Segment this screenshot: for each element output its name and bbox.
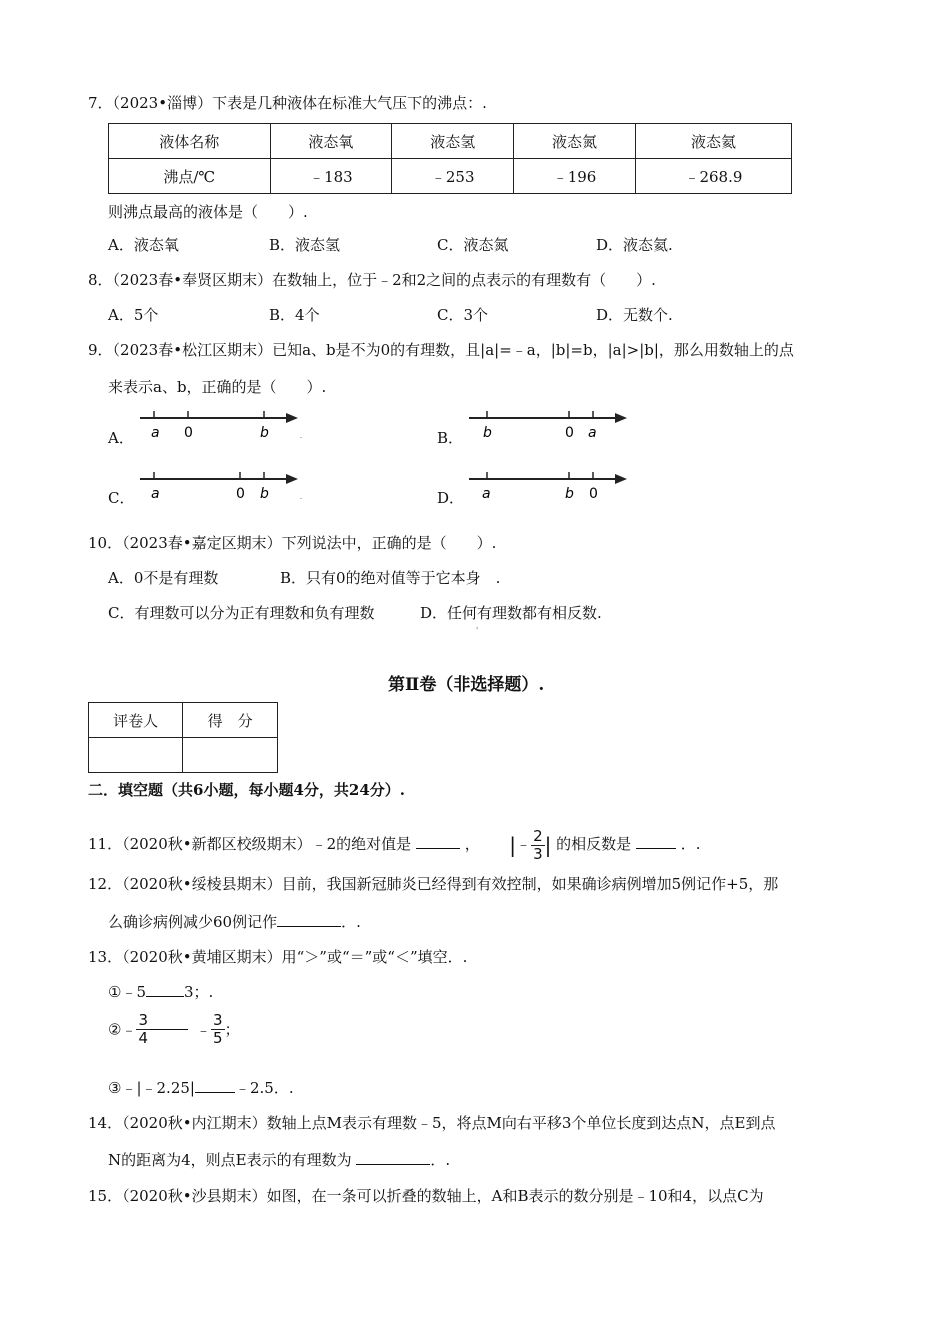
q13-item1-left: ①﹣5 [108,983,146,1001]
axis-label: a [588,425,597,441]
q14-text: N的距离为4，则点E表示的有理数为 [108,1151,352,1169]
q9-option-c: C． [108,489,135,507]
q9-stem-line2: 来表示a、b，正确的是（ ）. [108,378,327,396]
q13-item3-left: ③﹣|﹣2.25| [108,1079,195,1097]
axis-label: 0 [589,486,598,502]
table-cell: ﹣268.9 [635,159,791,194]
answer-blank[interactable] [150,1029,188,1030]
table-cell[interactable] [89,738,183,773]
fraction [211,1012,225,1046]
fraction [531,828,545,862]
q13-item2 [108,1012,240,1046]
table-cell: ﹣196 [514,159,636,194]
q9-stem-line1: 9．（2023春•松江区期末）已知a、b是不为0的有理数，且|a|=﹣a，|b|=b，|a|>|b|，那么用数轴上的点 [88,341,794,359]
number-line-a [138,408,308,444]
fraction-denominator: 3 [533,844,543,863]
number-line-b [467,408,637,444]
q12-end: ．. [341,913,361,931]
q9-option-a: A． [108,429,134,447]
answer-blank[interactable] [356,1164,430,1165]
table-row [89,703,278,738]
answer-blank[interactable] [416,848,460,849]
q14-end: ．. [430,1151,451,1169]
svg-text:.: . [300,492,303,501]
q10-option-b: B．只有0的绝对值等于它本身 . [280,569,501,587]
q9-option-b: B． [437,429,464,447]
table-cell: ﹣253 [392,159,514,194]
table-cell: ﹣183 [270,159,392,194]
page-mark: ' [476,626,479,635]
q9-option-d: D． [437,489,465,507]
axis-label: b [260,425,269,441]
answer-blank[interactable] [636,848,676,849]
fraction-numerator: 2 [533,827,543,845]
axis-label: 0 [565,425,574,441]
q12-line2 [108,911,361,932]
axis-label: a [482,486,491,502]
abs-bar-right: | [544,833,552,857]
fraction [136,1012,150,1046]
q11-end: ．. [680,835,701,853]
table-cell: 液态氧 [270,124,392,159]
number-line-d [467,469,637,505]
q13-item2-end: ； [224,1020,240,1039]
q7-option-b: B．液态氢 [269,236,341,254]
table-cell[interactable] [183,738,278,773]
q13-item1-right: 3；. [184,983,214,1001]
q10-stem: 10．（2023春•嘉定区期末）下列说法中，正确的是（ ）. [88,534,497,552]
q15-line1: 15．（2020秋•沙县期末）如图，在一条可以折叠的数轴上，A和B表示的数分别是﹣10和4，以点C为 [88,1187,764,1205]
fraction-denominator: 5 [213,1028,223,1047]
q14-line1: 14．（2020秋•内江期末）数轴上点M表示有理数﹣5，将点M向右平移3个单位长度到达点N，点E到点 [88,1114,776,1132]
table-row [89,738,278,773]
q8-option-b: B．4个 [269,306,320,324]
svg-text:.: . [300,431,303,440]
table-cell: 液体名称 [109,124,271,159]
q7-question: 则沸点最高的液体是（ ）. [108,203,308,221]
q13-item1 [108,981,213,1002]
table-row [109,159,792,194]
answer-blank[interactable] [146,996,184,997]
q13-item2-minus: ﹣ [196,1020,212,1039]
q7-option-c: C．液态氮 [437,236,509,254]
axis-label: 0 [184,425,193,441]
answer-blank[interactable] [195,1092,235,1093]
q10-option-c: C．有理数可以分为正有理数和负有理数 [108,604,375,622]
axis-label: a [151,486,160,502]
q14-line2 [108,1149,450,1170]
q11-minus: ﹣ [516,835,532,853]
table-cell: 液态氮 [514,124,636,159]
q8-stem: 8．（2023春•奉贤区期末）在数轴上，位于﹣2和2之间的点表示的有理数有（ ）. [88,271,656,289]
q7-option-a: A．液态氧 [108,236,179,254]
q10-option-a: A．0不是有理数 [108,569,219,587]
fraction-denominator: 4 [138,1028,148,1047]
q7-option-d: D．液态氦. [596,236,673,254]
table-cell: 沸点/℃ [109,159,271,194]
table-cell: 液态氦 [635,124,791,159]
q11 [88,828,701,862]
q12-text: 么确诊病例减少60例记作 [108,913,278,931]
q13-item3 [108,1077,294,1098]
section-title: 第Ⅱ卷（非选择题）. [388,675,545,695]
q10-option-d: D．任何有理数都有相反数. [420,604,602,622]
q8-option-a: A．5个 [108,306,159,324]
answer-blank[interactable] [277,926,341,927]
q13-item2-left: ②﹣ [108,1020,137,1039]
q13-stem: 13．（2020秋•黄埔区期末）用“＞”或“＝”或“＜”填空．. [88,948,468,966]
number-line-c [138,469,308,505]
q13-item3-right: ﹣2.5．. [234,1079,294,1097]
boiling-point-table [108,123,792,194]
section-heading: 二．填空题（共6小题，每小题4分，共24分）. [88,781,405,799]
q12-line1: 12．（2020秋•绥棱县期末）目前，我国新冠肺炎已经得到有效控制，如果确诊病例增加5例记作+5，那 [88,875,779,893]
q7-stem: 7．（2023•淄博）下表是几种液体在标准大气压下的沸点：. [88,94,487,112]
table-cell: 评卷人 [89,703,183,738]
table-cell: 得 分 [183,703,278,738]
q11-text: 11．（2020秋•新都区校级期末）﹣2的绝对值是 [88,835,412,853]
q11-text2: 的相反数是 [556,835,632,853]
axis-label: b [483,425,492,441]
table-row [109,124,792,159]
axis-label: 0 [236,486,245,502]
axis-label: a [151,425,160,441]
q11-sep: ， [464,835,480,853]
score-table [88,702,278,773]
fraction-numerator: 3 [138,1011,148,1029]
q8-option-c: C．3个 [437,306,489,324]
fraction-numerator: 3 [213,1011,223,1029]
axis-label: b [260,486,269,502]
q8-option-d: D．无数个. [596,306,673,324]
axis-label: b [565,486,574,502]
abs-bar-left: | [509,833,517,857]
table-cell: 液态氢 [392,124,514,159]
